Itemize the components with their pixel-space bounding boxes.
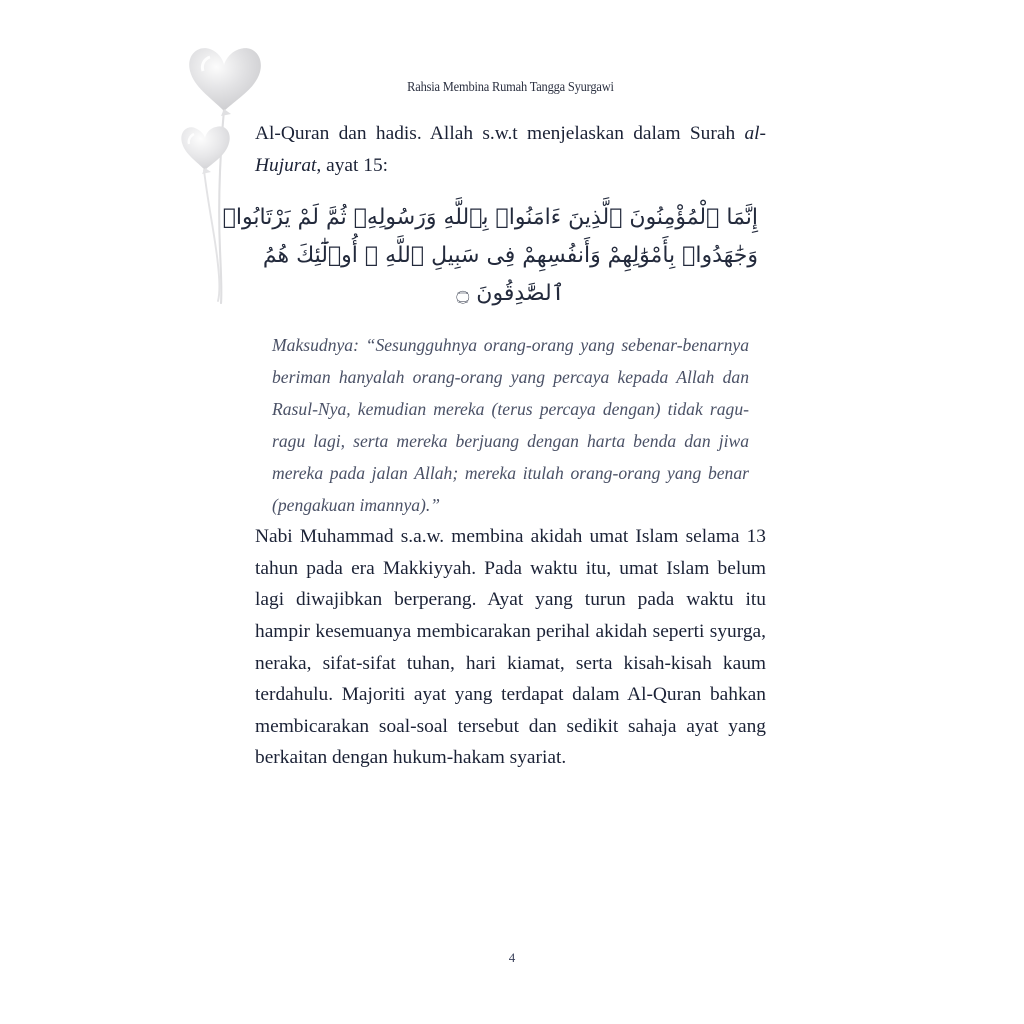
verse-line-3: ٱلصَّٰدِقُونَ ۝ xyxy=(456,281,565,307)
page-number: 4 xyxy=(508,950,516,965)
verse-line-2: وَجَٰهَدُوا۟ بِأَمْوَٰلِهِمْ وَأَنفُسِهِمْ فِى سَبِيلِ ٱللَّهِ ۚ أُو۟لَٰٓئِكَ هُمُ xyxy=(262,243,758,269)
quran-verse xyxy=(222,199,766,313)
text-column xyxy=(222,118,766,774)
intro-text-after: , ayat 15: xyxy=(316,154,389,176)
intro-text-before: Al-Quran dan hadis. Allah s.w.t menjelaskan dalam Surah xyxy=(255,123,745,144)
surah-title: al-Hujurat xyxy=(255,123,766,176)
heart-balloon-small xyxy=(181,126,229,170)
verse-translation xyxy=(272,329,749,521)
intro-paragraph xyxy=(255,118,766,181)
balloon-string-small xyxy=(204,170,220,301)
heart-balloon-large xyxy=(189,48,261,111)
running-head: Rahsia Membina Rumah Tangga Syurgawi xyxy=(407,79,614,94)
main-paragraph: Nabi Muhammad s.a.w. membina akidah umat Islam selama 13 tahun pada era Makkiyyah. Pada waktu itu, umat Islam belum lagi diwajibkan berperang. Ayat yang turun pada waktu itu hampir kesemuanya membicarakan perihal akidah seperti syurga, neraka, sifat-sifat tuhan, hari kiamat, serta kisah-kisah kaum terdahulu. Majoriti ayat yang terdapat dalam Al-Quran bahkan membicarakan soal-soal tersebut dan sedikit sahaja ayat yang berkaitan dengan hukum-hakam syariat. xyxy=(255,526,766,769)
verse-translation-text: Maksudnya: “Sesungguhnya orang-orang yang sebenar-benarnya beriman hanyalah orang-orang yang percaya kepada Allah dan Rasul-Nya, kemudian mereka (terus percaya dengan) tidak ragu-ragu lagi, serta mereka berjuang dengan harta benda dan jiwa mereka pada jalan Allah; mereka itulah orang-orang yang benar (pengakuan imannya).” xyxy=(272,335,749,516)
verse-line-1: إِنَّمَا ٱلْمُؤْمِنُونَ ٱلَّذِينَ ءَامَنُوا۟ بِٱللَّهِ وَرَسُولِهِۦ ثُمَّ لَمْ يَرْتَابُوا۟ xyxy=(222,205,758,231)
